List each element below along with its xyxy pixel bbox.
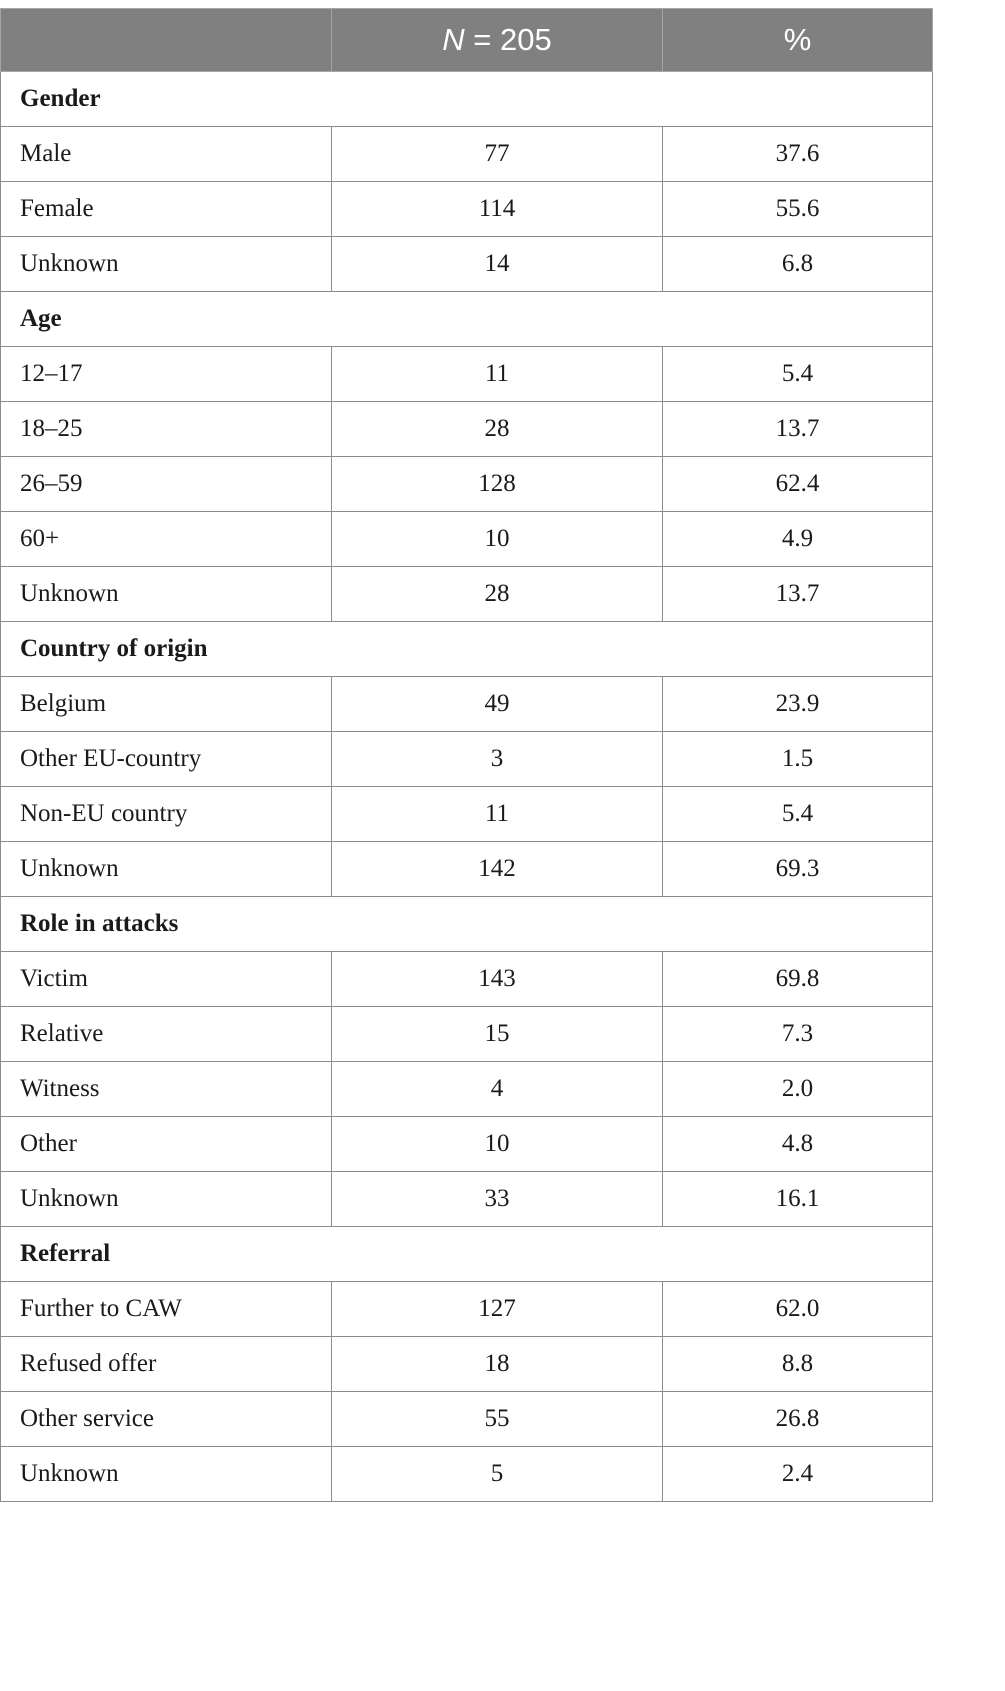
row-label: 18–25 bbox=[1, 402, 332, 457]
section-title: Age bbox=[1, 292, 933, 347]
header-row bbox=[1, 9, 933, 72]
header-count-n: N bbox=[442, 22, 465, 57]
row-label: Other EU-country bbox=[1, 732, 332, 787]
table-header bbox=[1, 9, 933, 72]
row-label: 26–59 bbox=[1, 457, 332, 512]
row-percent: 55.6 bbox=[663, 182, 933, 237]
row-label: 60+ bbox=[1, 512, 332, 567]
row-percent: 4.8 bbox=[663, 1117, 933, 1172]
table-row bbox=[1, 1172, 933, 1227]
table-row bbox=[1, 182, 933, 237]
row-count: 11 bbox=[332, 787, 663, 842]
row-percent: 5.4 bbox=[663, 787, 933, 842]
table-row bbox=[1, 1062, 933, 1117]
row-label: 12–17 bbox=[1, 347, 332, 402]
table-row bbox=[1, 512, 933, 567]
row-percent: 62.0 bbox=[663, 1282, 933, 1337]
table-row bbox=[1, 237, 933, 292]
header-category bbox=[1, 9, 332, 72]
table-row bbox=[1, 677, 933, 732]
row-percent: 7.3 bbox=[663, 1007, 933, 1062]
row-count: 55 bbox=[332, 1392, 663, 1447]
table-row bbox=[1, 1392, 933, 1447]
row-percent: 2.4 bbox=[663, 1447, 933, 1502]
row-percent: 8.8 bbox=[663, 1337, 933, 1392]
table-row bbox=[1, 127, 933, 182]
row-count: 15 bbox=[332, 1007, 663, 1062]
row-count: 127 bbox=[332, 1282, 663, 1337]
header-count bbox=[332, 9, 663, 72]
table-row bbox=[1, 402, 933, 457]
row-count: 142 bbox=[332, 842, 663, 897]
row-count: 4 bbox=[332, 1062, 663, 1117]
section-row bbox=[1, 1227, 933, 1282]
row-label: Refused offer bbox=[1, 1337, 332, 1392]
row-percent: 69.3 bbox=[663, 842, 933, 897]
row-percent: 37.6 bbox=[663, 127, 933, 182]
row-percent: 26.8 bbox=[663, 1392, 933, 1447]
row-label: Male bbox=[1, 127, 332, 182]
table-row bbox=[1, 787, 933, 842]
row-count: 114 bbox=[332, 182, 663, 237]
row-percent: 2.0 bbox=[663, 1062, 933, 1117]
row-count: 77 bbox=[332, 127, 663, 182]
row-percent: 6.8 bbox=[663, 237, 933, 292]
row-count: 5 bbox=[332, 1447, 663, 1502]
row-count: 10 bbox=[332, 1117, 663, 1172]
demographics-table-container bbox=[0, 8, 932, 1502]
section-title: Role in attacks bbox=[1, 897, 933, 952]
table-row bbox=[1, 732, 933, 787]
row-label: Belgium bbox=[1, 677, 332, 732]
table-row bbox=[1, 1337, 933, 1392]
row-label: Unknown bbox=[1, 567, 332, 622]
row-label: Further to CAW bbox=[1, 1282, 332, 1337]
table-row bbox=[1, 1282, 933, 1337]
section-title: Gender bbox=[1, 72, 933, 127]
section-row bbox=[1, 292, 933, 347]
row-percent: 62.4 bbox=[663, 457, 933, 512]
row-label: Other bbox=[1, 1117, 332, 1172]
table-row bbox=[1, 567, 933, 622]
row-percent: 4.9 bbox=[663, 512, 933, 567]
row-label: Unknown bbox=[1, 842, 332, 897]
row-label: Unknown bbox=[1, 1447, 332, 1502]
row-percent: 13.7 bbox=[663, 567, 933, 622]
header-percent: % bbox=[663, 9, 933, 72]
row-count: 143 bbox=[332, 952, 663, 1007]
row-count: 10 bbox=[332, 512, 663, 567]
row-count: 18 bbox=[332, 1337, 663, 1392]
table-row bbox=[1, 1447, 933, 1502]
header-count-value: = 205 bbox=[464, 22, 552, 57]
row-label: Unknown bbox=[1, 1172, 332, 1227]
table-row bbox=[1, 347, 933, 402]
demographics-table bbox=[0, 8, 933, 1502]
table-row bbox=[1, 1007, 933, 1062]
row-label: Female bbox=[1, 182, 332, 237]
row-label: Other service bbox=[1, 1392, 332, 1447]
table-row bbox=[1, 842, 933, 897]
section-title: Referral bbox=[1, 1227, 933, 1282]
row-percent: 16.1 bbox=[663, 1172, 933, 1227]
row-label: Relative bbox=[1, 1007, 332, 1062]
table-row bbox=[1, 952, 933, 1007]
row-percent: 69.8 bbox=[663, 952, 933, 1007]
row-count: 128 bbox=[332, 457, 663, 512]
row-label: Non-EU country bbox=[1, 787, 332, 842]
table-row bbox=[1, 1117, 933, 1172]
row-label: Unknown bbox=[1, 237, 332, 292]
row-percent: 13.7 bbox=[663, 402, 933, 457]
row-label: Witness bbox=[1, 1062, 332, 1117]
row-count: 33 bbox=[332, 1172, 663, 1227]
row-percent: 23.9 bbox=[663, 677, 933, 732]
section-row bbox=[1, 897, 933, 952]
table-body bbox=[1, 72, 933, 1502]
row-count: 28 bbox=[332, 567, 663, 622]
row-label: Victim bbox=[1, 952, 332, 1007]
row-count: 3 bbox=[332, 732, 663, 787]
section-title: Country of origin bbox=[1, 622, 933, 677]
table-row bbox=[1, 457, 933, 512]
row-count: 28 bbox=[332, 402, 663, 457]
row-percent: 5.4 bbox=[663, 347, 933, 402]
section-row bbox=[1, 72, 933, 127]
row-count: 14 bbox=[332, 237, 663, 292]
row-percent: 1.5 bbox=[663, 732, 933, 787]
row-count: 49 bbox=[332, 677, 663, 732]
section-row bbox=[1, 622, 933, 677]
row-count: 11 bbox=[332, 347, 663, 402]
